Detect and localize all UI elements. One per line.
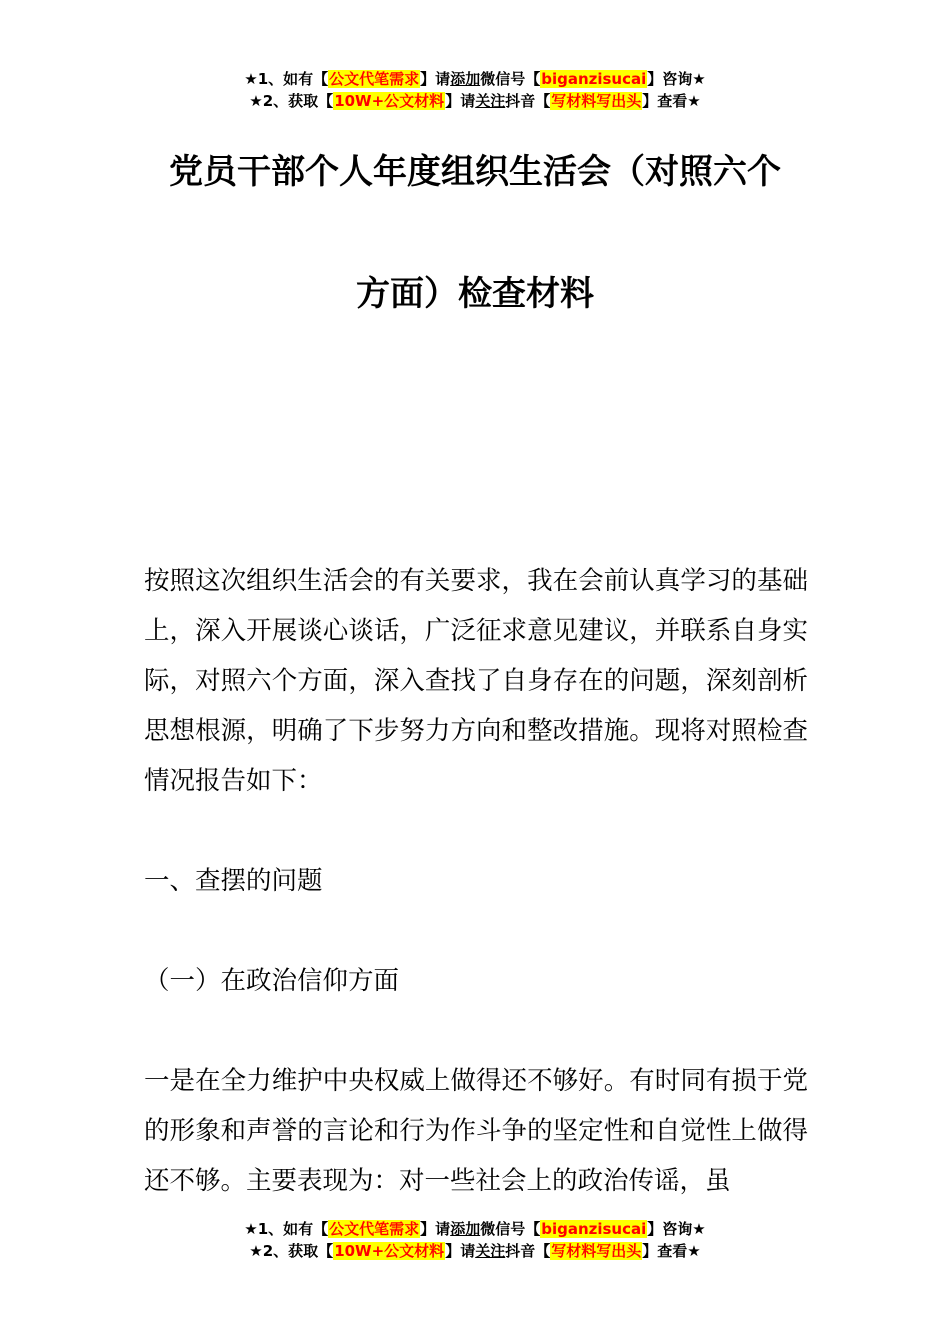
banner-text: 】咨询★ [647,70,706,88]
banner-line-1 [0,68,950,90]
banner-highlight: 写材料写出头 [551,92,642,110]
banner-text: 】请 [445,1242,476,1260]
header-banner [0,68,950,112]
banner-text: 微信号【 [480,70,541,88]
banner-text: 】请 [420,1220,451,1238]
banner-highlight: 写材料写出头 [551,1242,642,1260]
banner-text: ★1、如有【 [244,1220,329,1238]
subsection-heading: （一）在政治信仰方面 [144,966,400,996]
intro-paragraph: 按照这次组织生活会的有关要求，我在会前认真学习的基础上，深入开展谈心谈话，广泛征求意见建议，并联系自身实际，对照六个方面，深入查找了自身存在的问题，深刻剖析思想根源，明确了下步努力方向和整改措施。现将对照检查情况报告如下： [144,566,808,796]
banner-line-2 [0,1240,950,1262]
banner-text: 抖音【 [505,92,551,110]
banner-highlight: 公文代笔需求 [329,70,420,88]
banner-highlight: biganzisucai [541,70,647,88]
banner-underline: 添加 [450,70,481,88]
banner-text: ★1、如有【 [244,70,329,88]
banner-underline: 添加 [450,1220,481,1238]
banner-highlight: biganzisucai [541,1220,647,1238]
banner-text: 微信号【 [480,1220,541,1238]
footer-banner [0,1218,950,1262]
banner-line-1 [0,1218,950,1240]
document-title-line-1: 党员干部个人年度组织生活会（对照六个 [169,152,781,192]
banner-underline: 关注 [475,1242,506,1260]
banner-highlight: 10W+公文材料 [334,92,445,110]
banner-text: 】查看★ [642,92,701,110]
banner-text: ★2、获取【 [249,1242,334,1260]
banner-text: 】查看★ [642,1242,701,1260]
banner-text: ★2、获取【 [249,92,334,110]
banner-highlight: 公文代笔需求 [329,1220,420,1238]
banner-text: 】请 [445,92,476,110]
banner-line-2 [0,90,950,112]
banner-text: 】请 [420,70,451,88]
banner-highlight: 10W+公文材料 [334,1242,445,1260]
document-title-line-2: 方面）检查材料 [356,274,594,314]
body-paragraph: 一是在全力维护中央权威上做得还不够好。有时同有损于党的形象和声誉的言论和行为作斗争的坚定性和自觉性上做得还不够。主要表现为：对一些社会上的政治传谣，虽 [144,1066,808,1196]
banner-underline: 关注 [475,92,506,110]
banner-text: 】咨询★ [647,1220,706,1238]
banner-text: 抖音【 [505,1242,551,1260]
section-heading: 一、查摆的问题 [144,866,323,896]
